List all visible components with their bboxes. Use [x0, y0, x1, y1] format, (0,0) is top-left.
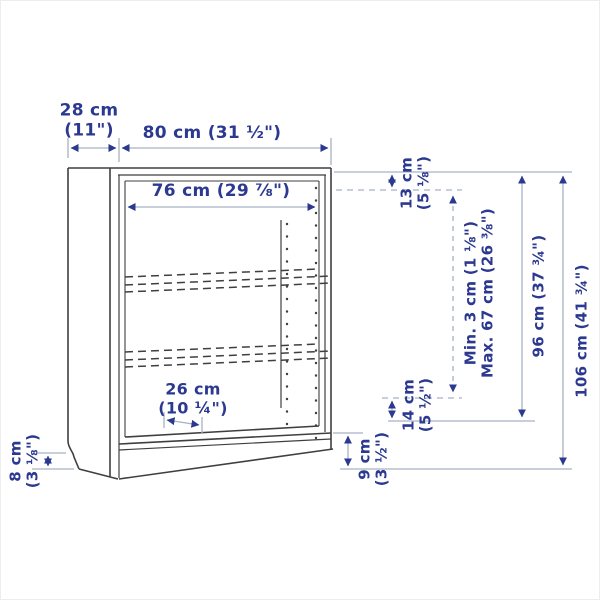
- shelf-range-max: Max. 67 cm (26 ⅜"): [479, 207, 497, 379]
- bottom-shelf: [119, 426, 333, 479]
- bottom-offset-metric: 14 cm: [399, 378, 418, 432]
- shelf-range-label: [463, 208, 498, 378]
- side-panel-edge: [68, 168, 79, 469]
- base-cutout-imperial: (3 ⅛"): [24, 433, 42, 489]
- plinth-height-metric: 9 cm: [355, 438, 374, 480]
- inner-height-label: 96 cm (37 ¾"): [529, 234, 548, 358]
- adjustable-shelf-2: [125, 344, 331, 367]
- depth-label: [60, 101, 119, 140]
- shelf-depth-metric: 26 cm: [165, 379, 221, 399]
- shelf-depth-imperial: (10 ¼"): [158, 398, 228, 417]
- bottom-offset-imperial: (5 ½"): [417, 377, 435, 433]
- top-offset-imperial: (5 ⅛"): [415, 155, 433, 211]
- width-label: 80 cm (31 ½"): [142, 123, 282, 144]
- top-offset-label: [399, 156, 434, 211]
- inner-width-label: 76 cm (29 ⅞"): [151, 181, 291, 202]
- shelf-depth-arrow: [167, 420, 199, 425]
- adjustable-shelf-1: [125, 269, 331, 292]
- peg-hole-rows: [287, 188, 316, 438]
- shelf-depth-label: [158, 380, 227, 417]
- plinth-height-label: [357, 432, 392, 487]
- plinth-height-imperial: (3 ½"): [373, 431, 391, 487]
- plinth-bottom-edge: [119, 449, 333, 479]
- top-offset-metric: 13 cm: [397, 156, 416, 210]
- bottom-offset-label: [401, 378, 436, 433]
- depth-imperial: (11"): [64, 120, 114, 140]
- base-cutout-label: [8, 434, 43, 489]
- depth-metric: 28 cm: [59, 100, 119, 121]
- total-height-label: 106 cm (41 ¾"): [572, 264, 591, 398]
- shelf-range-min: Min. 3 cm (1 ⅛"): [461, 220, 480, 366]
- base-cutout-metric: 8 cm: [6, 440, 25, 482]
